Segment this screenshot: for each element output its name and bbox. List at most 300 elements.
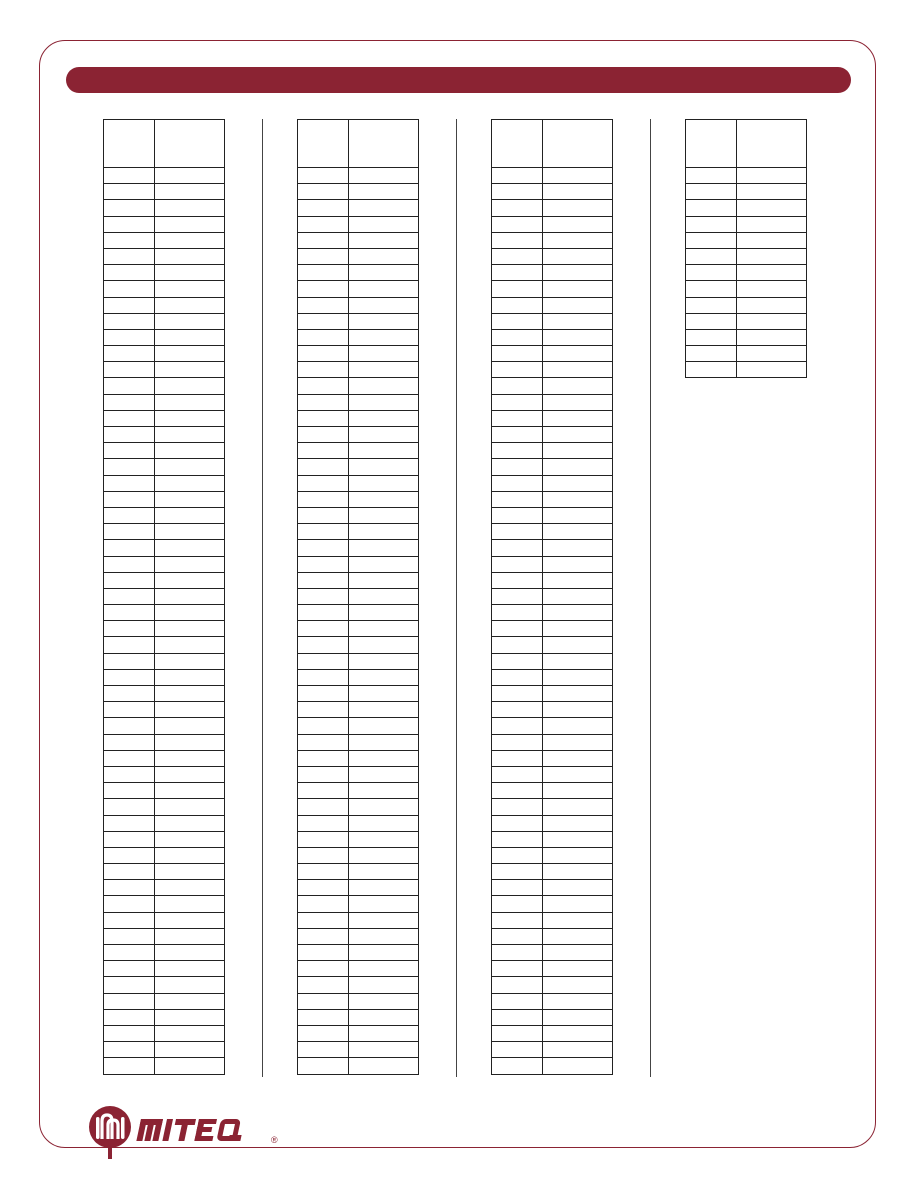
table-row	[492, 702, 613, 718]
table-row	[492, 1058, 613, 1074]
table-cell	[104, 847, 155, 863]
table-row	[298, 637, 419, 653]
table-row	[298, 507, 419, 523]
table-row	[492, 896, 613, 912]
svg-text:®: ®	[271, 1135, 278, 1145]
table-row	[492, 880, 613, 896]
table-cell	[349, 168, 419, 184]
table-cell	[543, 783, 613, 799]
miteq-logo	[86, 1105, 286, 1161]
table-cell	[155, 378, 225, 394]
table-cell	[543, 653, 613, 669]
table-cell	[349, 799, 419, 815]
table-row	[104, 572, 225, 588]
table-row	[104, 1058, 225, 1074]
table-row	[104, 248, 225, 264]
table-cell	[155, 248, 225, 264]
table-cell	[155, 540, 225, 556]
table-cell	[298, 621, 349, 637]
table-cell	[349, 864, 419, 880]
table-cell	[104, 184, 155, 200]
table-row	[104, 766, 225, 782]
table-cell	[155, 864, 225, 880]
table-cell	[104, 524, 155, 540]
table-row	[104, 200, 225, 216]
table-row	[298, 378, 419, 394]
table-row	[686, 329, 807, 345]
table-cell	[104, 168, 155, 184]
table-cell	[349, 443, 419, 459]
table-row	[492, 556, 613, 572]
table-row	[104, 362, 225, 378]
table-cell	[349, 621, 419, 637]
table-cell	[492, 945, 543, 961]
table-cell	[492, 1025, 543, 1041]
table-cell	[155, 491, 225, 507]
table-cell	[104, 750, 155, 766]
table-row	[298, 1025, 419, 1041]
miteq-logo-mark	[86, 1105, 286, 1161]
table-cell	[543, 702, 613, 718]
table-row	[492, 799, 613, 815]
table-cell	[543, 362, 613, 378]
table-cell	[543, 961, 613, 977]
table-cell	[686, 362, 737, 378]
table-cell	[298, 718, 349, 734]
table-row	[492, 993, 613, 1009]
table-row	[298, 297, 419, 313]
table-cell	[349, 1009, 419, 1025]
table-row	[492, 184, 613, 200]
table-row	[492, 961, 613, 977]
table-cell	[155, 507, 225, 523]
table-row	[298, 1009, 419, 1025]
data-table-3	[491, 119, 613, 1075]
table-row	[492, 297, 613, 313]
table-row	[104, 281, 225, 297]
table-cell	[298, 912, 349, 928]
table-row	[298, 313, 419, 329]
table-cell	[155, 734, 225, 750]
table-row	[492, 427, 613, 443]
table-row	[492, 977, 613, 993]
table-cell	[492, 572, 543, 588]
table-row	[492, 621, 613, 637]
table-cell	[104, 329, 155, 345]
table-cell	[298, 507, 349, 523]
table-cell	[686, 200, 737, 216]
table-cell	[492, 362, 543, 378]
table-cell	[492, 443, 543, 459]
table-cell	[155, 313, 225, 329]
table-cell	[543, 831, 613, 847]
table-row	[492, 928, 613, 944]
table-row	[492, 524, 613, 540]
header-cell	[104, 120, 155, 168]
table-cell	[298, 248, 349, 264]
table-cell	[349, 459, 419, 475]
table-cell	[543, 313, 613, 329]
table-row	[104, 831, 225, 847]
table-cell	[104, 540, 155, 556]
table-cell	[543, 329, 613, 345]
table-cell	[543, 265, 613, 281]
table-cell	[104, 734, 155, 750]
table-cell	[155, 362, 225, 378]
table-cell	[543, 847, 613, 863]
table-row	[492, 313, 613, 329]
table-row	[298, 945, 419, 961]
table-cell	[349, 945, 419, 961]
table-cell	[492, 993, 543, 1009]
table-cell	[104, 297, 155, 313]
table-row	[104, 1009, 225, 1025]
table-cell	[298, 378, 349, 394]
table-cell	[543, 669, 613, 685]
table-cell	[543, 815, 613, 831]
table-row	[492, 475, 613, 491]
table-cell	[543, 216, 613, 232]
table-row	[104, 945, 225, 961]
table-row	[492, 265, 613, 281]
table-row	[104, 896, 225, 912]
header-cell	[155, 120, 225, 168]
table-cell	[686, 297, 737, 313]
table-row	[686, 297, 807, 313]
table-row	[298, 977, 419, 993]
table-cell	[298, 766, 349, 782]
table-cell	[349, 313, 419, 329]
header-cell	[543, 120, 613, 168]
table-row	[492, 1042, 613, 1058]
table-cell	[155, 394, 225, 410]
table-cell	[737, 297, 807, 313]
table-cell	[298, 572, 349, 588]
table-cell	[155, 977, 225, 993]
table-row	[104, 653, 225, 669]
table-cell	[492, 718, 543, 734]
table-cell	[492, 621, 543, 637]
table-row	[104, 443, 225, 459]
table-cell	[349, 750, 419, 766]
table-row	[104, 232, 225, 248]
table-cell	[104, 265, 155, 281]
table-cell	[298, 847, 349, 863]
table-cell	[492, 1009, 543, 1025]
table-cell	[686, 248, 737, 264]
table-row	[298, 200, 419, 216]
table-row	[298, 621, 419, 637]
table-cell	[686, 329, 737, 345]
table-cell	[349, 993, 419, 1009]
table-cell	[298, 945, 349, 961]
table-cell	[104, 1058, 155, 1074]
table-cell	[104, 1009, 155, 1025]
table-cell	[543, 912, 613, 928]
table-cell	[349, 896, 419, 912]
table-cell	[298, 864, 349, 880]
table-row	[492, 669, 613, 685]
header-cell	[492, 120, 543, 168]
table-cell	[155, 410, 225, 426]
table-cell	[737, 232, 807, 248]
table-row	[104, 540, 225, 556]
table-cell	[492, 200, 543, 216]
table-row	[104, 329, 225, 345]
table-row	[298, 524, 419, 540]
table-row	[686, 362, 807, 378]
table-cell	[155, 1025, 225, 1041]
table-cell	[155, 993, 225, 1009]
table-cell	[104, 718, 155, 734]
table-cell	[155, 346, 225, 362]
table-cell	[492, 427, 543, 443]
table-cell	[298, 297, 349, 313]
table-cell	[155, 686, 225, 702]
table-cell	[155, 572, 225, 588]
table-cell	[349, 653, 419, 669]
data-table-1	[103, 119, 225, 1075]
table-cell	[298, 815, 349, 831]
table-cell	[298, 346, 349, 362]
table-cell	[104, 459, 155, 475]
table-cell	[543, 248, 613, 264]
table-cell	[298, 524, 349, 540]
table-row	[298, 718, 419, 734]
table-row	[104, 669, 225, 685]
table-cell	[155, 847, 225, 863]
table-cell	[492, 216, 543, 232]
table-row	[104, 556, 225, 572]
table-row	[492, 410, 613, 426]
table-row	[104, 1042, 225, 1058]
table-cell	[492, 378, 543, 394]
table-row	[492, 588, 613, 604]
table-cell	[298, 410, 349, 426]
table-cell	[155, 1042, 225, 1058]
table-cell	[104, 281, 155, 297]
table-cell	[104, 475, 155, 491]
table-cell	[155, 216, 225, 232]
table-cell	[492, 896, 543, 912]
table-cell	[492, 540, 543, 556]
table-cell	[349, 524, 419, 540]
table-cell	[349, 1025, 419, 1041]
table-row	[686, 281, 807, 297]
table-cell	[686, 346, 737, 362]
table-cell	[737, 346, 807, 362]
table-row	[298, 912, 419, 928]
table-row	[492, 232, 613, 248]
table-row	[104, 168, 225, 184]
table-cell	[298, 443, 349, 459]
table-cell	[155, 961, 225, 977]
table-row	[298, 281, 419, 297]
table-row	[104, 475, 225, 491]
table-cell	[104, 669, 155, 685]
table-cell	[155, 945, 225, 961]
table-cell	[155, 750, 225, 766]
table-row	[104, 734, 225, 750]
table-row	[104, 297, 225, 313]
table-cell	[155, 168, 225, 184]
table-row	[298, 572, 419, 588]
table-cell	[543, 394, 613, 410]
table-cell	[492, 864, 543, 880]
table-row	[298, 847, 419, 863]
table-row	[298, 880, 419, 896]
table-cell	[298, 896, 349, 912]
table-cell	[543, 378, 613, 394]
table-row	[686, 216, 807, 232]
table-cell	[492, 394, 543, 410]
table-cell	[492, 232, 543, 248]
table-row	[686, 200, 807, 216]
table-row	[686, 184, 807, 200]
table-cell	[543, 928, 613, 944]
table-cell	[298, 880, 349, 896]
table-header-row	[492, 120, 613, 168]
table-cell	[349, 556, 419, 572]
table-cell	[104, 896, 155, 912]
table-cell	[298, 265, 349, 281]
table-row	[104, 912, 225, 928]
table-cell	[492, 459, 543, 475]
table-cell	[349, 588, 419, 604]
table-row	[104, 864, 225, 880]
table-row	[104, 621, 225, 637]
data-table-4	[685, 119, 807, 378]
table-cell	[543, 880, 613, 896]
table-cell	[349, 297, 419, 313]
table-cell	[155, 928, 225, 944]
table-cell	[492, 556, 543, 572]
table-cell	[492, 880, 543, 896]
table-cell	[155, 669, 225, 685]
table-row	[492, 329, 613, 345]
table-row	[492, 734, 613, 750]
table-cell	[298, 216, 349, 232]
table-cell	[349, 572, 419, 588]
table-row	[104, 588, 225, 604]
table-cell	[104, 977, 155, 993]
table-cell	[104, 912, 155, 928]
table-cell	[155, 783, 225, 799]
table-cell	[349, 507, 419, 523]
table-cell	[492, 281, 543, 297]
table-cell	[155, 637, 225, 653]
table-cell	[104, 507, 155, 523]
table-cell	[104, 248, 155, 264]
table-row	[298, 491, 419, 507]
table-row	[492, 200, 613, 216]
table-cell	[686, 184, 737, 200]
table-cell	[492, 329, 543, 345]
table-row	[298, 184, 419, 200]
table-row	[298, 799, 419, 815]
table-row	[492, 783, 613, 799]
table-cell	[104, 928, 155, 944]
table-cell	[737, 168, 807, 184]
table-cell	[104, 362, 155, 378]
table-cell	[349, 200, 419, 216]
table-cell	[104, 410, 155, 426]
table-cell	[737, 281, 807, 297]
table-cell	[349, 1042, 419, 1058]
table-cell	[104, 621, 155, 637]
table-cell	[349, 605, 419, 621]
table-cell	[543, 1025, 613, 1041]
table-row	[492, 540, 613, 556]
table-row	[298, 1042, 419, 1058]
table-cell	[492, 410, 543, 426]
table-cell	[543, 184, 613, 200]
table-cell	[104, 427, 155, 443]
table-cell	[298, 783, 349, 799]
table-cell	[543, 507, 613, 523]
table-cell	[298, 686, 349, 702]
table-row	[298, 346, 419, 362]
table-cell	[298, 491, 349, 507]
table-cell	[349, 427, 419, 443]
table-cell	[349, 961, 419, 977]
table-cell	[104, 961, 155, 977]
table-cell	[104, 815, 155, 831]
table-cell	[737, 248, 807, 264]
table-cell	[349, 1058, 419, 1074]
table-cell	[492, 847, 543, 863]
table-cell	[298, 977, 349, 993]
table-row	[492, 637, 613, 653]
table-cell	[492, 524, 543, 540]
table-cell	[349, 928, 419, 944]
table-cell	[543, 977, 613, 993]
table-cell	[155, 880, 225, 896]
table-cell	[349, 265, 419, 281]
table-cell	[492, 912, 543, 928]
table-cell	[349, 540, 419, 556]
column-separator	[650, 119, 651, 1077]
table-row	[104, 702, 225, 718]
table-row	[686, 265, 807, 281]
table-cell	[155, 232, 225, 248]
table-cell	[349, 248, 419, 264]
header-cell	[686, 120, 737, 168]
table-cell	[686, 232, 737, 248]
table-body	[686, 168, 807, 378]
header-bar	[66, 67, 851, 93]
table-row	[104, 961, 225, 977]
table-row	[686, 232, 807, 248]
table-cell	[543, 491, 613, 507]
table-cell	[298, 653, 349, 669]
table-header-row	[298, 120, 419, 168]
table-cell	[492, 605, 543, 621]
table-cell	[543, 993, 613, 1009]
table-row	[104, 750, 225, 766]
table-cell	[349, 669, 419, 685]
table-cell	[298, 394, 349, 410]
table-cell	[298, 459, 349, 475]
table-cell	[737, 265, 807, 281]
table-cell	[349, 977, 419, 993]
table-cell	[543, 297, 613, 313]
table-cell	[492, 588, 543, 604]
table-cell	[104, 313, 155, 329]
table-cell	[543, 410, 613, 426]
table-cell	[492, 475, 543, 491]
table-cell	[155, 766, 225, 782]
